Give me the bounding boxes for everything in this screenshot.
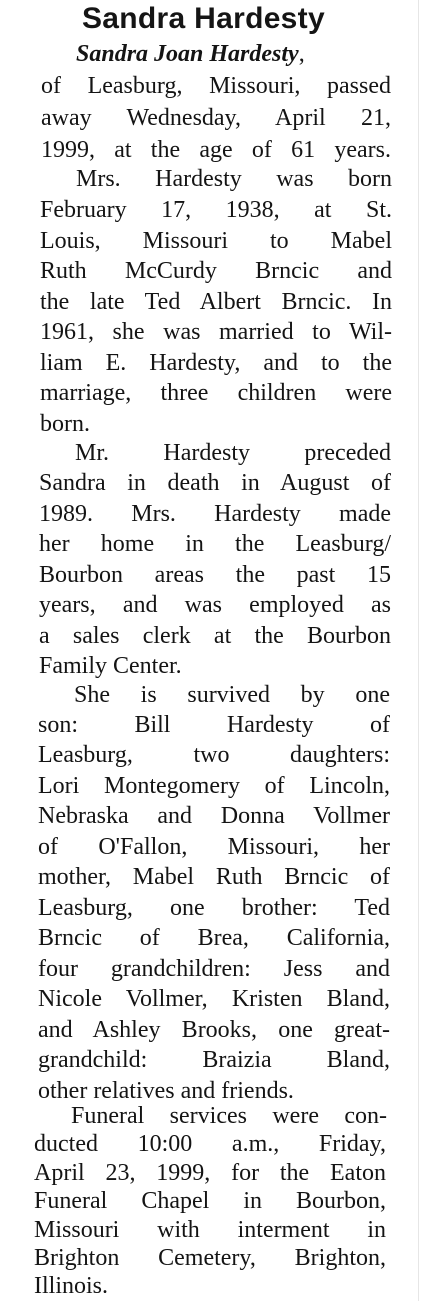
text-line-30: Brncic of Brea, California, xyxy=(38,925,390,951)
text-line-24: Leasburg, two daughters: xyxy=(38,742,390,768)
text-line-26: Nebraska and Donna Vollmer xyxy=(38,803,390,829)
text-line-27: of O'Fallon, Missouri, her xyxy=(38,834,390,860)
text-line-17: her home in the Leasburg/ xyxy=(39,531,391,557)
text-line-37: ducted 10:00 a.m., Friday, xyxy=(34,1131,386,1158)
text-line-29: Leasburg, one brother: Ted xyxy=(38,895,390,921)
text-line-10: 1961, she was married to Wil- xyxy=(40,319,392,345)
text-line-25: Lori Montegomery of Lincoln, xyxy=(38,773,390,799)
text-line-28: mother, Mabel Ruth Brncic of xyxy=(38,864,390,890)
text-line-19: years, and was employed as xyxy=(39,592,391,618)
column-rule xyxy=(418,0,419,1301)
text-line-12: marriage, three children were xyxy=(40,380,392,406)
text-line-35: other relatives and friends. xyxy=(38,1078,294,1104)
text-line-14: Mr. Hardesty preceded xyxy=(75,440,391,466)
text-line-3: away Wednesday, April 21, xyxy=(41,105,391,131)
deceased-full-name: Sandra Joan Hardesty xyxy=(76,41,299,67)
text-line-5: Mrs. Hardesty was born xyxy=(76,166,392,192)
text-line-33: and Ashley Brooks, one great- xyxy=(38,1017,390,1043)
text-line-38: April 23, 1999, for the Eaton xyxy=(34,1159,386,1186)
text-line-42: Illinois. xyxy=(34,1273,109,1300)
text-line-41: Brighton Cemetery, Brighton, xyxy=(34,1245,386,1271)
text-line-36: Funeral services were con- xyxy=(71,1103,387,1129)
text-line-11: liam E. Hardesty, and to the xyxy=(40,350,392,376)
text-line-2: of Leasburg, Missouri, passed xyxy=(41,73,391,99)
text-line-4: 1999, at the age of 61 years. xyxy=(41,137,391,163)
text-line-22: She is survived by one xyxy=(74,682,390,708)
text-line-23: son: Bill Hardesty of xyxy=(38,712,390,738)
text-line-13: born. xyxy=(40,411,90,437)
text-line-8: Ruth McCurdy Brncic and xyxy=(40,258,392,284)
text-line-31: four grandchildren: Jess and xyxy=(38,956,390,982)
text-line-6: February 17, 1938, at St. xyxy=(40,197,392,223)
text-line-32: Nicole Vollmer, Kristen Bland, xyxy=(38,986,390,1012)
text-line-1 xyxy=(76,38,392,70)
text-line-15: Sandra in death in August of xyxy=(39,470,391,496)
text-line-40: Missouri with interment in xyxy=(34,1216,386,1243)
text-line-1-suffix: , xyxy=(298,41,305,67)
text-line-39: Funeral Chapel in Bourbon, xyxy=(34,1188,386,1215)
text-line-20: a sales clerk at the Bourbon xyxy=(39,623,391,649)
text-line-7: Louis, Missouri to Mabel xyxy=(40,228,392,254)
text-line-9: the late Ted Albert Brncic. In xyxy=(40,289,392,315)
text-line-21: Family Center. xyxy=(39,653,182,679)
text-line-34: grandchild: Braizia Bland, xyxy=(38,1047,390,1073)
obituary-headline: Sandra Hardesty xyxy=(82,2,325,35)
text-line-16: 1989. Mrs. Hardesty made xyxy=(39,501,391,527)
text-line-18: Bourbon areas the past 15 xyxy=(39,562,391,588)
